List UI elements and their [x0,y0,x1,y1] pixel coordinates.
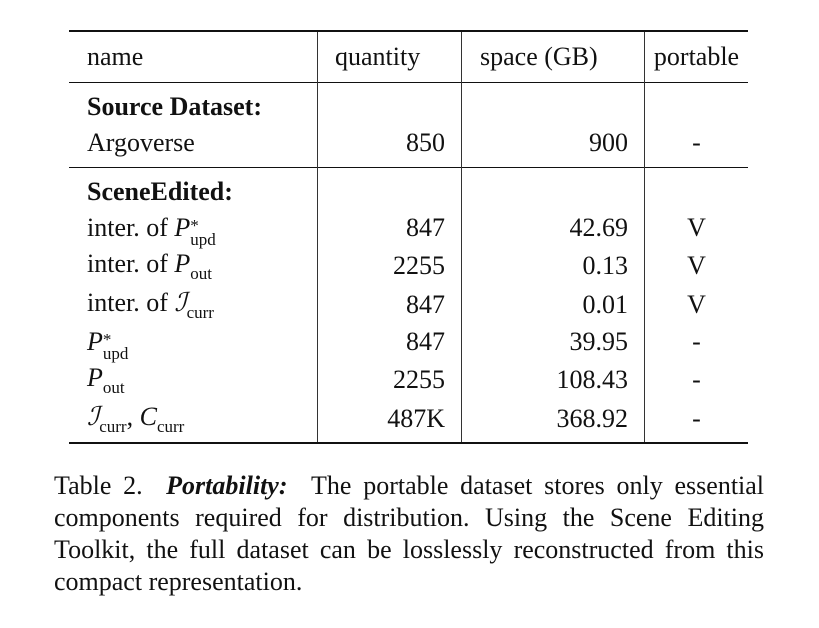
caption-label: Table 2. [54,471,143,500]
row-portable: - [645,360,749,399]
header-row [69,31,748,83]
table-row [69,324,748,360]
header-space: space (GB) [462,31,645,83]
row-name: $P_{out}$ [87,363,125,397]
header-portable: portable [645,31,749,83]
row-portable: V [645,210,749,246]
table-caption [54,470,764,598]
row-space: 108.43 [462,360,645,399]
row-portable: V [645,246,749,285]
row-space: 0.01 [462,285,645,324]
row-quantity: 847 [318,285,462,324]
group-title-row [69,83,748,126]
group-source [69,83,748,168]
table-row [69,360,748,399]
row-portable: - [645,324,749,360]
table-row [69,210,748,246]
row-space: 900 [462,125,645,168]
group-title-row [69,168,748,211]
group-title: SceneEdited: [87,177,233,206]
row-quantity: 2255 [318,246,462,285]
row-quantity: 850 [318,125,462,168]
table-row [69,246,748,285]
row-name: ℐ$_{curr}$, $C_{curr}$ [87,402,185,436]
row-portable: - [645,399,749,443]
row-portable: - [645,125,749,168]
table-row [69,399,748,443]
row-portable: V [645,285,749,324]
row-space: 42.69 [462,210,645,246]
caption-text: The portable dataset stores only essential components required for distribution. Using the Scene Editing Toolkit, the full dataset can be losslessly reconstructed from this compact representation. [54,471,765,596]
row-space: 39.95 [462,324,645,360]
row-name: inter. of P * upd [87,213,216,249]
row-name: inter. of ℐ$_{curr}$ [87,288,214,322]
row-name: inter. of $P_{out}$ [87,249,212,283]
row-quantity: 2255 [318,360,462,399]
row-space: 368.92 [462,399,645,443]
row-name: Argoverse [87,128,195,157]
row-quantity: 847 [318,324,462,360]
header-name: name [87,42,144,71]
table-row [69,285,748,324]
row-space: 0.13 [462,246,645,285]
row-quantity: 487K [318,399,462,443]
group-title: Source Dataset: [87,92,262,121]
results-table [69,30,748,444]
group-sceneedited [69,168,748,444]
row-quantity: 847 [318,210,462,246]
caption-title: Portability: [166,471,288,500]
row-name: P * upd [87,327,129,363]
header-quantity: quantity [318,31,462,83]
table-row [69,125,748,168]
